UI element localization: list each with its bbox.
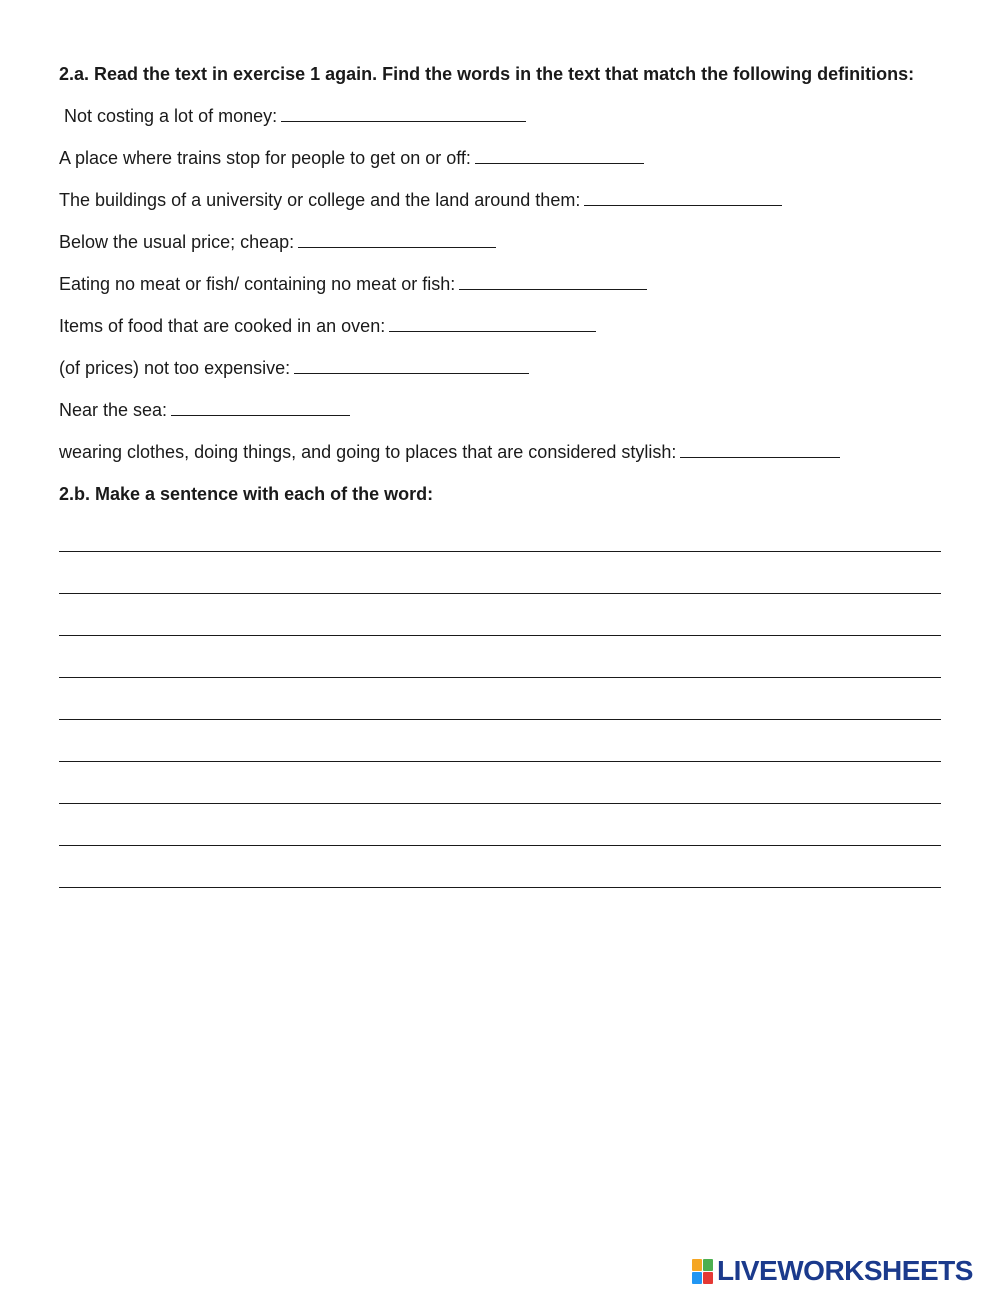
definition-list xyxy=(59,103,941,481)
logo-mark-square xyxy=(692,1272,702,1284)
logo-mark-icon xyxy=(692,1259,713,1284)
logo-mark-square xyxy=(703,1272,713,1284)
sentence-write-line[interactable] xyxy=(59,775,941,817)
sentence-write-line[interactable] xyxy=(59,817,941,859)
definition-item xyxy=(59,397,941,439)
answer-blank[interactable] xyxy=(294,357,529,374)
definition-text: Eating no meat or fish/ containing no meat or fish: xyxy=(59,274,456,294)
exercise-2b-heading: 2.b. Make a sentence with each of the word: xyxy=(59,484,434,504)
logo-mark-square xyxy=(703,1259,713,1271)
logo-text: LIVEWORKSHEETS xyxy=(717,1255,973,1286)
definition-text: Items of food that are cooked in an oven: xyxy=(59,316,386,336)
sentence-write-line[interactable] xyxy=(59,859,941,901)
definition-item xyxy=(59,271,941,313)
definition-item xyxy=(59,187,941,229)
definition-item xyxy=(59,355,941,397)
answer-blank[interactable] xyxy=(171,399,350,416)
answer-blank[interactable] xyxy=(389,315,596,332)
answer-blank[interactable] xyxy=(475,147,644,164)
answer-blank[interactable] xyxy=(680,441,840,458)
definition-item xyxy=(59,439,941,481)
definition-text: The buildings of a university or college and the land around them: xyxy=(59,190,581,210)
sentence-write-line[interactable] xyxy=(59,565,941,607)
exercise-2a-heading: 2.a. Read the text in exercise 1 again. Find the words in the text that match the following definitions: xyxy=(59,64,915,84)
definition-text: Near the sea: xyxy=(59,400,168,420)
sentence-lines xyxy=(59,523,941,901)
definition-text: (of prices) not too expensive: xyxy=(59,358,291,378)
definition-text: Below the usual price; cheap: xyxy=(59,232,295,252)
worksheet-page xyxy=(59,60,941,901)
definition-item xyxy=(59,103,941,145)
sentence-write-line[interactable] xyxy=(59,733,941,775)
liveworksheets-logo xyxy=(692,1256,973,1286)
definition-item xyxy=(59,145,941,187)
definition-text: Not costing a lot of money: xyxy=(64,106,278,126)
definition-item xyxy=(59,229,941,271)
logo-mark-square xyxy=(692,1259,702,1271)
answer-blank[interactable] xyxy=(298,231,495,248)
answer-blank[interactable] xyxy=(584,189,781,206)
definition-text: A place where trains stop for people to get on or off: xyxy=(59,148,471,168)
definition-item xyxy=(59,313,941,355)
sentence-write-line[interactable] xyxy=(59,523,941,565)
sentence-write-line[interactable] xyxy=(59,607,941,649)
definition-text: wearing clothes, doing things, and going to places that are considered stylish: xyxy=(59,442,677,462)
sentence-write-line[interactable] xyxy=(59,691,941,733)
sentence-write-line[interactable] xyxy=(59,649,941,691)
answer-blank[interactable] xyxy=(459,273,647,290)
answer-blank[interactable] xyxy=(281,105,525,122)
